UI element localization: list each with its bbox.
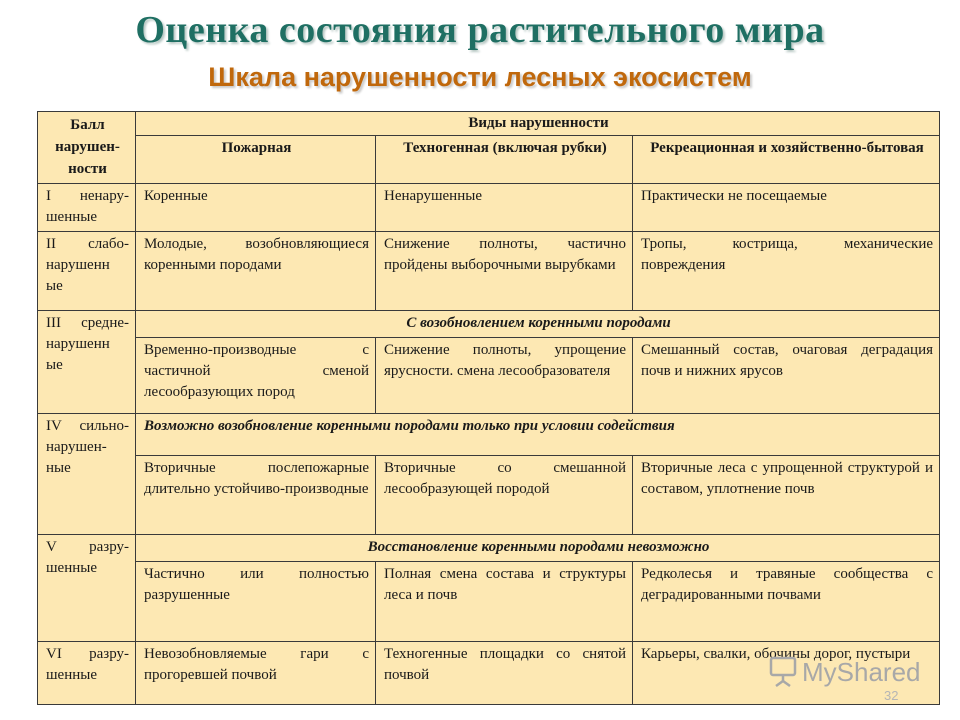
row-fire: Частично или полностью разрушенные [136, 562, 376, 642]
row-fire: Временно-производные с частичной сменой лесообразующих пород [136, 338, 376, 414]
row-recr: Редколесья и травяные сообщества с деградированными почвами [633, 562, 940, 642]
row-span-note: Возможно возобновление коренными породами только при условии содействия [136, 414, 940, 456]
table-row [38, 456, 940, 535]
header-fire: Пожарная [136, 135, 376, 183]
header-recr: Рекреационная и хозяйственно-бытовая [633, 135, 940, 183]
disturbance-scale-table [37, 111, 940, 705]
row-ball: IV сильно-нарушен-ные [38, 414, 136, 535]
row-fire: Коренные [136, 184, 376, 232]
watermark-text: MyShared [802, 656, 921, 687]
header-subrow [38, 135, 940, 183]
table-row [38, 562, 940, 642]
header-ball: Балл нарушен-ности [38, 112, 136, 184]
row-recr: Практически не посещаемые [633, 184, 940, 232]
header-tech: Техногенная (включая рубки) [376, 135, 633, 183]
row-recr: Карьеры, свалки, обочины дорог, пустыри [633, 642, 940, 705]
row-recr: Смешанный состав, очаговая деградация почв и нижних ярусов [633, 338, 940, 414]
row-ball: I ненару-шенные [38, 184, 136, 232]
table-row [38, 311, 940, 338]
row-tech: Снижение полноты, частично пройдены выборочными вырубками [376, 232, 633, 311]
table-row [38, 338, 940, 414]
row-tech: Полная смена состава и структуры леса и почв [376, 562, 633, 642]
page-title: Оценка состояния растительного мира [135, 9, 825, 51]
row-fire: Невозобновляемые гари с прогоревшей почвой [136, 642, 376, 705]
page-subtitle: Шкала нарушенности лесных экосистем [208, 62, 752, 92]
row-span-note: С возобновлением коренными породами [136, 311, 940, 338]
header-types: Виды нарушенности [136, 112, 940, 136]
header-row [38, 112, 940, 136]
row-recr: Вторичные леса с упрощенной структурой и составом, уплотнение почв [633, 456, 940, 535]
table-row [38, 184, 940, 232]
row-tech: Снижение полноты, упрощение ярусности. смена лесообразователя [376, 338, 633, 414]
row-recr: Тропы, кострища, механические повреждения [633, 232, 940, 311]
table-row [38, 232, 940, 311]
page-number: 32 [884, 688, 899, 703]
presentation-icon [768, 656, 798, 688]
row-fire: Вторичные послепожарные длительно устойчиво-производные [136, 456, 376, 535]
row-span-note: Восстановление коренными породами невозможно [136, 535, 940, 562]
row-ball: III средне-нарушенн ые [38, 311, 136, 414]
table-row [38, 414, 940, 456]
row-fire: Молодые, возобновляющиеся коренными породами [136, 232, 376, 311]
row-ball: II слабо-нарушенн ые [38, 232, 136, 311]
row-tech: Ненарушенные [376, 184, 633, 232]
table-row [38, 535, 940, 562]
row-ball: V разру-шенные [38, 535, 136, 642]
row-ball: VI разру-шенные [38, 642, 136, 705]
row-tech: Техногенные площадки со снятой почвой [376, 642, 633, 705]
row-tech: Вторичные со смешанной лесообразующей породой [376, 456, 633, 535]
myshared-watermark [768, 652, 921, 692]
